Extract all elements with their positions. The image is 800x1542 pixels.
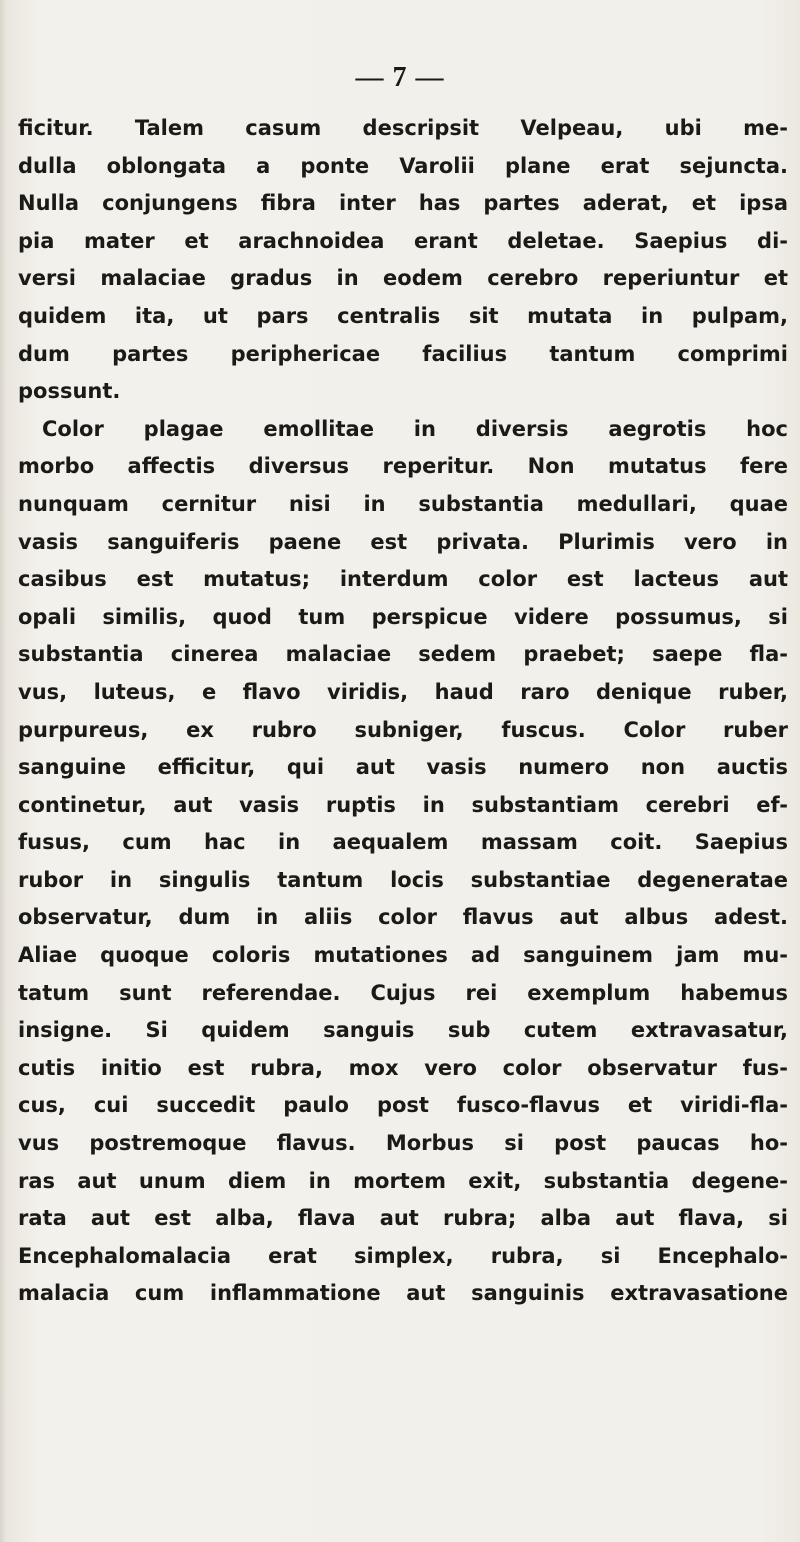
text-line: Nulla conjungens fibra inter has partes aderat, et ipsa	[18, 191, 788, 216]
text-line: rata aut est alba, flava aut rubra; alba aut flava, si	[18, 1206, 788, 1231]
text-line: cus, cui succedit paulo post fusco-flavus et viridi-fla-	[18, 1093, 788, 1118]
text-line: pia mater et arachnoidea erant deletae. Saepius di-	[18, 228, 788, 253]
text-line: observatur, dum in aliis color flavus aut albus adest.	[18, 905, 788, 930]
text-line: morbo affectis diversus reperitur. Non mutatus fere	[18, 454, 788, 479]
text-line: continetur, aut vasis ruptis in substantiam cerebri ef-	[18, 792, 788, 817]
text-line: possunt.	[18, 379, 121, 404]
text-line: dum partes periphericae facilius tantum comprimi	[18, 341, 788, 366]
text-line: substantia cinerea malaciae sedem praebet; saepe fla-	[18, 642, 788, 667]
text-line: tatum sunt referendae. Cujus rei exemplum habemus	[18, 980, 788, 1005]
text-line: Color plagae emollitae in diversis aegrotis hoc	[42, 416, 788, 441]
body-text	[18, 110, 788, 1313]
page-edge-shadow	[0, 0, 6, 1542]
text-line: nunquam cernitur nisi in substantia medullari, quae	[18, 491, 788, 516]
text-line: vus, luteus, e flavo viridis, haud raro denique ruber,	[18, 679, 788, 704]
text-line: vus postremoque flavus. Morbus si post paucas ho-	[18, 1131, 788, 1156]
text-line: insigne. Si quidem sanguis sub cutem extravasatur,	[18, 1018, 788, 1043]
text-line: sanguine efficitur, qui aut vasis numero non auctis	[18, 755, 788, 780]
text-line: casibus est mutatus; interdum color est lacteus aut	[18, 567, 788, 592]
text-line: ficitur. Talem casum descripsit Velpeau, ubi me-	[18, 116, 788, 140]
text-line: vasis sanguiferis paene est privata. Plurimis vero in	[18, 529, 788, 554]
text-line: quidem ita, ut pars centralis sit mutata in pulpam,	[18, 303, 788, 328]
text-line: cutis initio est rubra, mox vero color observatur fus-	[18, 1055, 788, 1080]
text-line: dulla oblongata a ponte Varolii plane erat sejuncta.	[18, 153, 788, 178]
text-line: purpureus, ex rubro subniger, fuscus. Color ruber	[18, 717, 788, 742]
page-number: — 7 —	[355, 62, 445, 93]
text-line: rubor in singulis tantum locis substantiae degeneratae	[18, 867, 788, 892]
text-line: malacia cum inflammatione aut sanguinis extravasatione	[18, 1281, 788, 1306]
text-line: opali similis, quod tum perspicue videre possumus, si	[18, 604, 788, 629]
text-line: versi malaciae gradus in eodem cerebro reperiuntur et	[18, 266, 788, 291]
text-line: fusus, cum hac in aequalem massam coit. Saepius	[18, 830, 788, 855]
text-line: Aliae quoque coloris mutationes ad sanguinem jam mu-	[18, 943, 788, 968]
text-line: ras aut unum diem in mortem exit, substantia degene-	[18, 1168, 788, 1193]
text-line: Encephalomalacia erat simplex, rubra, si Encephalo-	[18, 1243, 788, 1268]
